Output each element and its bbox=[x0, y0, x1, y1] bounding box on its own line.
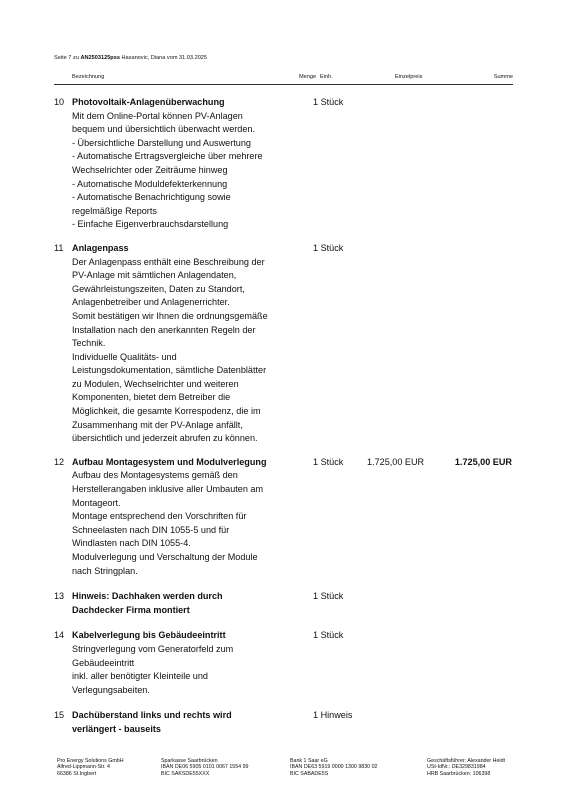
column-bezeichnung: Bezeichnung bbox=[72, 74, 105, 80]
description-line: Installation nach den anerkannten Regeln der bbox=[72, 324, 256, 335]
page-label: Seite 7 zu bbox=[54, 55, 79, 61]
description-line: Montageort. bbox=[72, 497, 121, 508]
item-title: Aufbau Montagesystem und Modulverlegung bbox=[72, 456, 267, 467]
footer-line: Sparkasse Saarbrücken bbox=[161, 758, 218, 764]
position-number: 14 bbox=[54, 630, 65, 641]
description-line: Schneelasten nach DIN 1055-5 und für bbox=[72, 524, 230, 535]
description-line: Individuelle Qualitäts- und bbox=[72, 351, 177, 362]
line-item bbox=[0, 709, 566, 736]
description-line: Verlegungsabeiten. bbox=[72, 684, 150, 695]
description-line: inkl. aller benötigter Kleinteile und bbox=[72, 671, 208, 682]
item-description bbox=[72, 629, 292, 697]
item-quantity: 1 Stück bbox=[313, 97, 344, 107]
footer-company bbox=[57, 758, 124, 777]
item-description bbox=[72, 96, 292, 232]
description-line: Anlagenbetreiber und Anlagenerrichter. bbox=[72, 297, 230, 308]
column-summe: Summe bbox=[493, 74, 513, 80]
column-einzelpreis: Einzelpreis bbox=[395, 74, 423, 80]
description-line: Gewährleistungszeiten, Daten zu Standort, bbox=[72, 283, 245, 294]
position-number: 11 bbox=[54, 242, 64, 253]
document-number: AN2503125pss bbox=[80, 55, 120, 61]
customer-date: Hasanovic, Diana vom 31.03.2025 bbox=[121, 55, 208, 61]
description-line: - Übersichtliche Darstellung und Auswertung bbox=[72, 137, 251, 148]
position-number: 15 bbox=[54, 710, 65, 721]
column-menge: Menge bbox=[299, 74, 317, 80]
description-line: PV-Anlage mit sämtlichen Anlagendaten, bbox=[72, 270, 237, 281]
description-line: regelmäßige Reports bbox=[72, 205, 157, 216]
description-line: bequem und übersichtlich überwacht werden. bbox=[72, 124, 255, 135]
line-item bbox=[0, 456, 566, 578]
item-quantity: 1 Hinweis bbox=[313, 710, 353, 721]
description-line: - Automatische Moduldefekterkennung bbox=[72, 178, 228, 189]
item-quantity: 1 Stück bbox=[313, 456, 344, 467]
description-line: Leistungsdokumentation, sämtliche Datenblätter bbox=[72, 365, 267, 376]
description-line: - Automatische Benachrichtigung sowie bbox=[72, 192, 231, 203]
description-line: übersichtlich und jederzeit abrufen zu können. bbox=[72, 433, 258, 444]
description-line: Herstellerangaben inklusive aller Umbauten am bbox=[72, 484, 264, 495]
description-line: Zusammenhang mit der PV-Anlage anfällt, bbox=[72, 419, 243, 430]
description-line: Montage entsprechend den Vorschriften für bbox=[72, 511, 247, 522]
description-line: Modulverlegung und Verschaltung der Module bbox=[72, 552, 258, 562]
item-title: Dachdecker Firma montiert bbox=[72, 604, 190, 615]
item-title: Photovoltaik-Anlagenüberwachung bbox=[72, 97, 225, 107]
column-header bbox=[0, 74, 566, 84]
description-line: Windlasten nach DIN 1055-4. bbox=[72, 538, 191, 549]
description-line: Somit bestätigen wir Ihnen die ordnungsgemäße bbox=[72, 310, 268, 321]
footer-bank-1-saar bbox=[290, 758, 377, 777]
line-item bbox=[0, 590, 566, 617]
footer-line: Alfred-Lippmann-Str. 4 bbox=[57, 764, 110, 771]
item-quantity: 1 Stück bbox=[313, 630, 344, 641]
footer-line: 66386 St.Ingbert bbox=[57, 770, 97, 777]
footer-line: IBAN DE06 5905 0101 0067 1554 99 bbox=[161, 764, 249, 771]
description-line: Stringverlegung vom Generatorfeld zum bbox=[72, 643, 234, 654]
description-line: zu Modulen, Wechselrichter und weiteren bbox=[72, 378, 239, 389]
unit-price: 1.725,00 EUR bbox=[367, 456, 425, 467]
line-item bbox=[0, 629, 566, 697]
description-line: Aufbau des Montagesystems gemäß den bbox=[72, 470, 238, 481]
item-quantity: 1 Stück bbox=[313, 242, 344, 253]
footer-line: IBAN DE63 5919 0000 1300 9830 02 bbox=[290, 764, 378, 771]
item-title: verlängert - bauseits bbox=[72, 723, 161, 734]
description-line: Mit dem Online-Portal können PV-Anlagen bbox=[72, 110, 243, 121]
description-line: Möglichkeit, die gesamte Korrespodenz, die im bbox=[72, 406, 261, 417]
description-line: Der Anlagenpass enthält eine Beschreibung der bbox=[72, 256, 265, 267]
footer-line: HRB Saarbrücken: 106398 bbox=[427, 770, 491, 777]
position-number: 12 bbox=[54, 456, 65, 467]
item-title: Anlagenpass bbox=[72, 242, 129, 253]
page-header bbox=[54, 55, 207, 61]
footer-line: BIC SAKSDE55XXX bbox=[161, 770, 210, 777]
line-item bbox=[0, 96, 566, 232]
column-einheit: Einh. bbox=[320, 74, 333, 80]
footer-legal bbox=[427, 758, 505, 777]
description-line: - Automatische Ertragsvergleiche über mehrere bbox=[72, 151, 263, 162]
item-title: Hinweis: Dachhaken werden durch bbox=[72, 591, 223, 602]
description-line: Gebäudeeintritt bbox=[72, 657, 135, 668]
description-line: nach Stringplan. bbox=[72, 565, 138, 576]
item-quantity: 1 Stück bbox=[313, 591, 344, 602]
footer-line: Geschäftsführer: Alexander Heidt bbox=[427, 758, 506, 764]
line-items bbox=[0, 96, 566, 749]
item-description bbox=[72, 709, 292, 736]
line-total: 1.725,00 EUR bbox=[454, 456, 512, 467]
footer-bank-sparkasse bbox=[161, 758, 248, 777]
footer-line: USt-IdNr.: DE329831984 bbox=[427, 764, 486, 771]
description-line: Technik. bbox=[72, 338, 106, 349]
header-divider bbox=[54, 84, 513, 85]
item-description bbox=[72, 242, 292, 446]
item-description bbox=[72, 590, 292, 617]
item-description bbox=[72, 456, 292, 578]
item-title: Kabelverlegung bis Gebäudeeintritt bbox=[72, 630, 226, 641]
item-title: Dachüberstand links und rechts wird bbox=[72, 710, 232, 721]
footer-line: Bank 1 Saar eG bbox=[290, 758, 328, 764]
position-number: 10 bbox=[54, 97, 65, 107]
description-line: - Einfache Eigenverbrauchsdarstellung bbox=[72, 219, 229, 230]
position-number: 13 bbox=[54, 591, 65, 602]
footer-line: Pro Energy Solutions GmbH bbox=[57, 758, 124, 764]
line-item bbox=[0, 242, 566, 446]
footer-line: BIC SABADE5S bbox=[290, 770, 329, 777]
description-line: Komponenten, bietet dem Betreiber die bbox=[72, 392, 231, 403]
description-line: Wechselrichter oder Zeiträume hinweg bbox=[72, 164, 228, 175]
